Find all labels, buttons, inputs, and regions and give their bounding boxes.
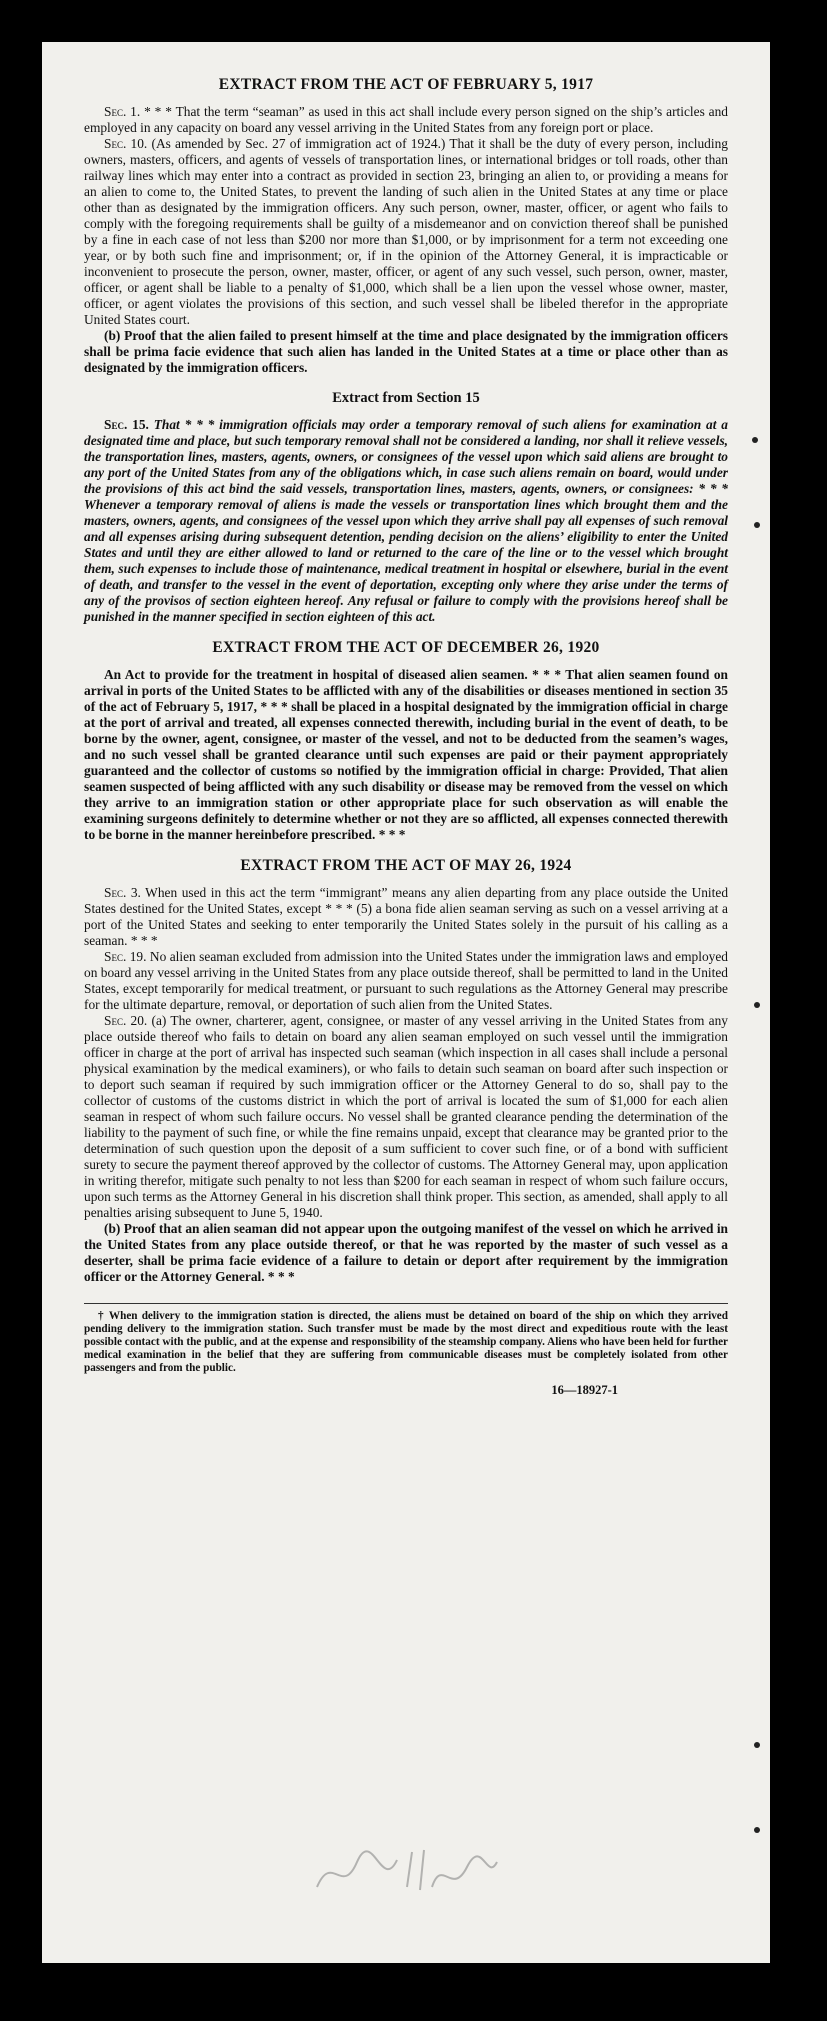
footnote-text: † When delivery to the immigration station is directed, the aliens must be detained on board of the ship on which they arrived pending delivery to the immigration station. Such transfer must be made by the most direct and expeditious route with the least possible contact with the public, and at the expense and responsibility of the steamship company. Aliens who have been held for further medical examination in the belief that they are suffering from communicable diseases must be completely isolated from other passengers and from the public. xyxy=(84,1310,728,1374)
section-text: (a) The owner, charterer, agent, consignee, or master of any vessel arriving in the United States from any place outside thereof who fails to detain on board any alien seaman employed on such vessel until the immigration officer in charge at the port of arrival has inspected such seaman (which inspection in all cases shall include a personal physical examination by the medical examiners), or who fails to detain such seaman on board after such inspection or to deport such seaman if required by such immigration officer or the Attorney General to do so, shall pay to the collector of customs of the customs district in which the port of arrival is located the sum of $1,000 for each alien seaman in respect of whom such failure occurs. No vessel shall be granted clearance pending the determination of the liability to the payment of such fine, or while the fine remains unpaid, except that clearance may be granted prior to the determination of such question upon the deposit of a sum sufficient to cover such fine, or of a bond with sufficient surety to secure the payment thereof approved by the collector of customs. The Attorney General may, upon application in writing therefor, mitigate such penalty to not less than $200 for each seaman in respect of whom such failure occurs, upon such terms as the Attorney General in his discretion shall think proper. This section, as amended, shall apply to all penalties arising subsequent to June 5, 1940. xyxy=(84,1013,728,1220)
heading-act-1920: EXTRACT FROM THE ACT OF DECEMBER 26, 1920 xyxy=(212,639,600,656)
section-label: Sec. 19. xyxy=(104,949,147,964)
footnote xyxy=(84,1303,728,1375)
heading-act-1917: EXTRACT FROM THE ACT OF FEBRUARY 5, 1917 xyxy=(218,76,594,93)
bullet-mark-icon xyxy=(754,1742,760,1748)
paragraph-sec15 xyxy=(84,417,728,625)
section-label: Sec. 1. xyxy=(104,104,141,119)
section-text: When used in this act the term “immigrant” means any alien departing from any place outside the United States destined for the United States, except * * * (5) a bona fide alien seaman serving as such on a vessel arriving at a port of the United States and seeking to enter temporarily the United States solely in the pursuit of his calling as a seaman. * * * xyxy=(84,885,729,948)
document-page xyxy=(42,42,770,1963)
section-label: Sec. 3. xyxy=(104,885,141,900)
section-label: Sec. 20. xyxy=(104,1013,148,1028)
bullet-mark-icon xyxy=(754,522,760,528)
paragraph-1924-b: (b) Proof that an alien seaman did not appear upon the outgoing manifest of the vessel on which he arrived in the United States from any place outside thereof, or that he was reported by the master of such vessel as a deserter, shall be prima facie evidence of a failure to detain or deport after requirement by the immigration officer or the Attorney General. * * * xyxy=(84,1221,728,1284)
section-label: Sec. 10. xyxy=(104,136,148,151)
document-number: 16—18927-1 xyxy=(551,1383,618,1397)
bullet-mark-icon xyxy=(754,1002,760,1008)
paragraph-1920: An Act to provide for the treatment in hospital of diseased alien seamen. * * * That alien seamen found on arrival in ports of the United States to be afflicted with any of the disabilities or diseases mentioned in section 35 of the act of February 5, 1917, * * * shall be placed in a hospital designated by the immigration official in charge at the port of arrival and treated, all expenses connected therewith, including burial in the event of death, to be borne by the owner, agent, consignee, or master of the vessel, and not to be deducted from the seamen’s wages, and no such vessel shall be granted clearance until such expenses are paid or their payment appropriately guaranteed and the collector of customs so notified by the immigration official in charge: Provided, That alien seamen suspected of being afflicted with any such disability or disease may be removed from the vessel on which they arrive to an immigration station or other appropriate place for such observation as will enable the examining surgeons definitely to determine whether or not they are so afflicted, all expenses connected therewith to be borne in the manner hereinbefore prescribed. * * * xyxy=(84,667,728,842)
section-text: That * * * immigration officials may order a temporary removal of such aliens for examination at a designated time and place, but such temporary removal shall not be considered a landing, nor shall it relieve vessels, the transportation lines, masters, agents, owners, or consignees of the vessel upon which said aliens are brought to any port of the United States from any of the obligations which, in case such aliens remain on board, would under the provisions of this act bind the said vessels, transportation lines, masters, agents, owners, or consignees: * * * Whenever a temporary removal of aliens is made the vessels or transportation lines which brought them and the masters, owners, agents, and consignees of the vessel upon which they arrive shall pay all expenses of such removal and all expenses arising during subsequent detention, pending decision on the aliens’ eligibility to enter the United States and until they are either allowed to land or returned to the care of the line or to the vessel which brought them, such expenses to include those of maintenance, medical treatment in hospital or elsewhere, burial in the event of death, and transfer to the vessel in the event of deportation, excepting only where they arise under the terms of any of the provisos of section eighteen hereof. Any refusal or failure to comply with the provisions hereof shall be punished in the manner specified in section eighteen of this act. xyxy=(84,417,728,624)
paragraph-1924-sec19 xyxy=(84,949,728,1013)
handwritten-mark-icon xyxy=(312,1842,502,1902)
section-text: * * * That the term “seaman” as used in this act shall include every person signed on the ship’s articles and employed in any capacity on board any vessel arriving in the United States from any foreign port or place. xyxy=(84,104,728,135)
paragraph-1917-sec10 xyxy=(84,136,728,328)
paragraph-1917-b: (b) Proof that the alien failed to present himself at the time and place designated by the immigration officers shall be prima facie evidence that such alien has landed in the United States at a time or place other than as designated by the immigration officers. xyxy=(84,328,728,375)
heading-section-15: Extract from Section 15 xyxy=(332,390,480,406)
paragraph-1924-sec20 xyxy=(84,1013,728,1221)
section-text: No alien seaman excluded from admission into the United States under the immigration laws and employed on board any vessel arriving in the United States from any place outside thereof, shall be permitted to land in the United States, except temporarily for medical treatment, or pursuant to such regulations as the Attorney General may prescribe for the ultimate departure, removal, or deportation of such alien from the United States. xyxy=(84,949,728,1012)
bullet-mark-icon xyxy=(752,437,758,443)
paragraph-1924-sec3 xyxy=(84,885,728,949)
heading-act-1924: EXTRACT FROM THE ACT OF MAY 26, 1924 xyxy=(240,857,572,874)
bullet-mark-icon xyxy=(754,1827,760,1833)
paragraph-1917-sec1 xyxy=(84,104,728,136)
section-text: (As amended by Sec. 27 of immigration act of 1924.) That it shall be the duty of every person, including owners, masters, officers, and agents of vessels of transportation lines, or international bridges or toll roads, other than railway lines which may enter into a contract as provided in section 23, bringing an alien to, or providing a means for an alien to come to, the United States, to prevent the landing of such alien in the United States at any time or place other than as designated by the immigration officers. Any such person, owner, master, officer, or agent who fails to comply with the foregoing requirements shall be guilty of a misdemeanor and on conviction thereof shall be punished by a fine in each case of not less than $200 nor more than $1,000, or by imprisonment for a term not exceeding one year, or by both such fine and imprisonment; or, if in the opinion of the Attorney General, it is impracticable or inconvenient to prosecute the person, owner, master, officer, or agent of any such vessel, such person, owner, master, officer, or agent shall be liable to a penalty of $1,000, which shall be a lien upon the vessel whose owner, master, officer, or agent violates the provisions of this section, and such vessel shall be libeled therefor in the appropriate United States court. xyxy=(84,136,728,327)
section-label: Sec. 15. xyxy=(104,417,149,432)
